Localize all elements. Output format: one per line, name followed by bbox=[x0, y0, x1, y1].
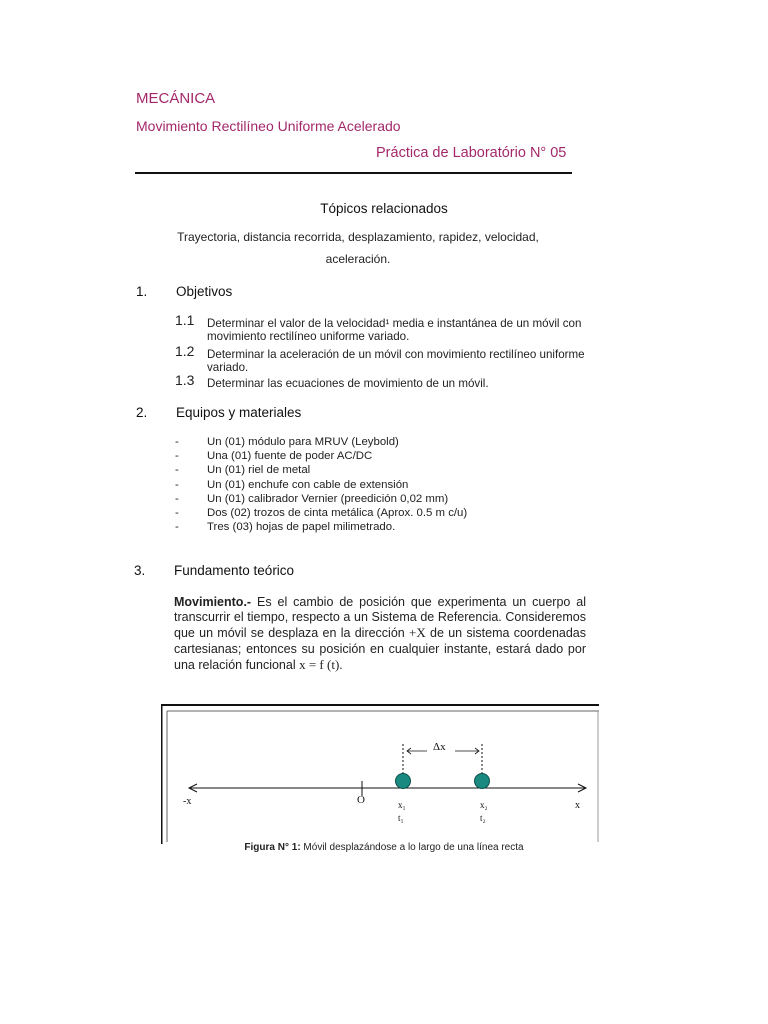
section-number: 1. bbox=[136, 284, 148, 299]
formula: x = f (t) bbox=[299, 656, 340, 672]
header-divider bbox=[135, 172, 572, 174]
section-title: Fundamento teórico bbox=[174, 563, 295, 578]
objective-text: Determinar la aceleración de un móvil con movimiento rectilíneo uniforme variado. bbox=[207, 348, 585, 374]
objective-text: Determinar las ecuaciones de movimiento de un móvil. bbox=[207, 377, 489, 390]
document-subtitle: Movimiento Rectilíneo Uniforme Acelerado bbox=[136, 118, 401, 134]
objective-text: Determinar el valor de la velocidad¹ media e instantánea de un móvil con movimiento rectilíneo uniforme variado. bbox=[207, 317, 582, 343]
course-title: MECÁNICA bbox=[136, 90, 216, 107]
paragraph-text: Es el cambio de posición que experimenta un cuerpo al transcurrir el tiempo, respecto a un Sistema de Referencia. Consideremos que un móvil se desplaza en la dirección bbox=[174, 595, 586, 641]
list-item: - Un (01) módulo para MRUV (Leybold) bbox=[175, 435, 467, 449]
caption-label: Figura N° 1: bbox=[244, 842, 301, 853]
section-number: 2. bbox=[136, 405, 148, 420]
equipment-list bbox=[175, 435, 467, 534]
topicos-title: Tópicos relacionados bbox=[320, 201, 448, 216]
direction-symbol: +X bbox=[409, 625, 426, 641]
figure-caption bbox=[0, 842, 768, 853]
movil-ball-2 bbox=[475, 774, 490, 789]
paragraph-text: de un sistema coordenadas cartesianas; entonces su posición en cualquier instante, estará dado por una relación funcional bbox=[174, 626, 586, 672]
objective-item bbox=[175, 372, 585, 390]
figure-frame bbox=[161, 704, 599, 844]
caption-text: Móvil desplazándose a lo largo de una línea recta bbox=[300, 842, 524, 853]
pos-x-label: x bbox=[575, 800, 580, 811]
objective-item bbox=[175, 343, 585, 374]
topicos-text: Trayectoria, distancia recorrida, desplazamiento, rapidez, velocidad, aceleración. bbox=[177, 230, 539, 266]
list-item: - Dos (02) trozos de cinta metálica (Aprox. 0.5 m c/u) bbox=[175, 506, 467, 520]
section-title: Objetivos bbox=[176, 284, 233, 299]
delta-x-label: Δx bbox=[433, 741, 446, 753]
figure-movil-diagram bbox=[161, 704, 599, 844]
section-title: Equipos y materiales bbox=[176, 405, 302, 420]
origin-label: O bbox=[357, 794, 365, 806]
list-item: - Una (01) fuente de poder AC/DC bbox=[175, 449, 467, 463]
term-movimiento: Movimiento.- bbox=[174, 595, 252, 609]
section-number: 3. bbox=[134, 563, 146, 578]
movil-ball-1 bbox=[396, 774, 411, 789]
fundamento-paragraph bbox=[174, 595, 586, 673]
list-item: - Tres (03) hojas de papel milimetrado. bbox=[175, 520, 467, 534]
list-item: - Un (01) calibrador Vernier (preedición 0,02 mm) bbox=[175, 492, 467, 506]
paragraph-end: . bbox=[339, 657, 343, 672]
practica-number: Práctica de Laboratório N° 05 bbox=[376, 145, 567, 161]
list-item: - Un (01) enchufe con cable de extensión bbox=[175, 478, 467, 492]
x1-label: x₁ bbox=[398, 800, 406, 810]
list-item: - Un (01) riel de metal bbox=[175, 463, 467, 477]
objective-number: 1.2 bbox=[175, 343, 195, 359]
x2-label: x₂ bbox=[480, 800, 488, 810]
t2-label: t₂ bbox=[480, 813, 486, 823]
objective-number: 1.1 bbox=[175, 312, 195, 328]
neg-x-label: -x bbox=[183, 796, 192, 807]
objective-number: 1.3 bbox=[175, 372, 195, 388]
t1-label: t₁ bbox=[398, 813, 404, 823]
objective-item bbox=[175, 312, 585, 343]
